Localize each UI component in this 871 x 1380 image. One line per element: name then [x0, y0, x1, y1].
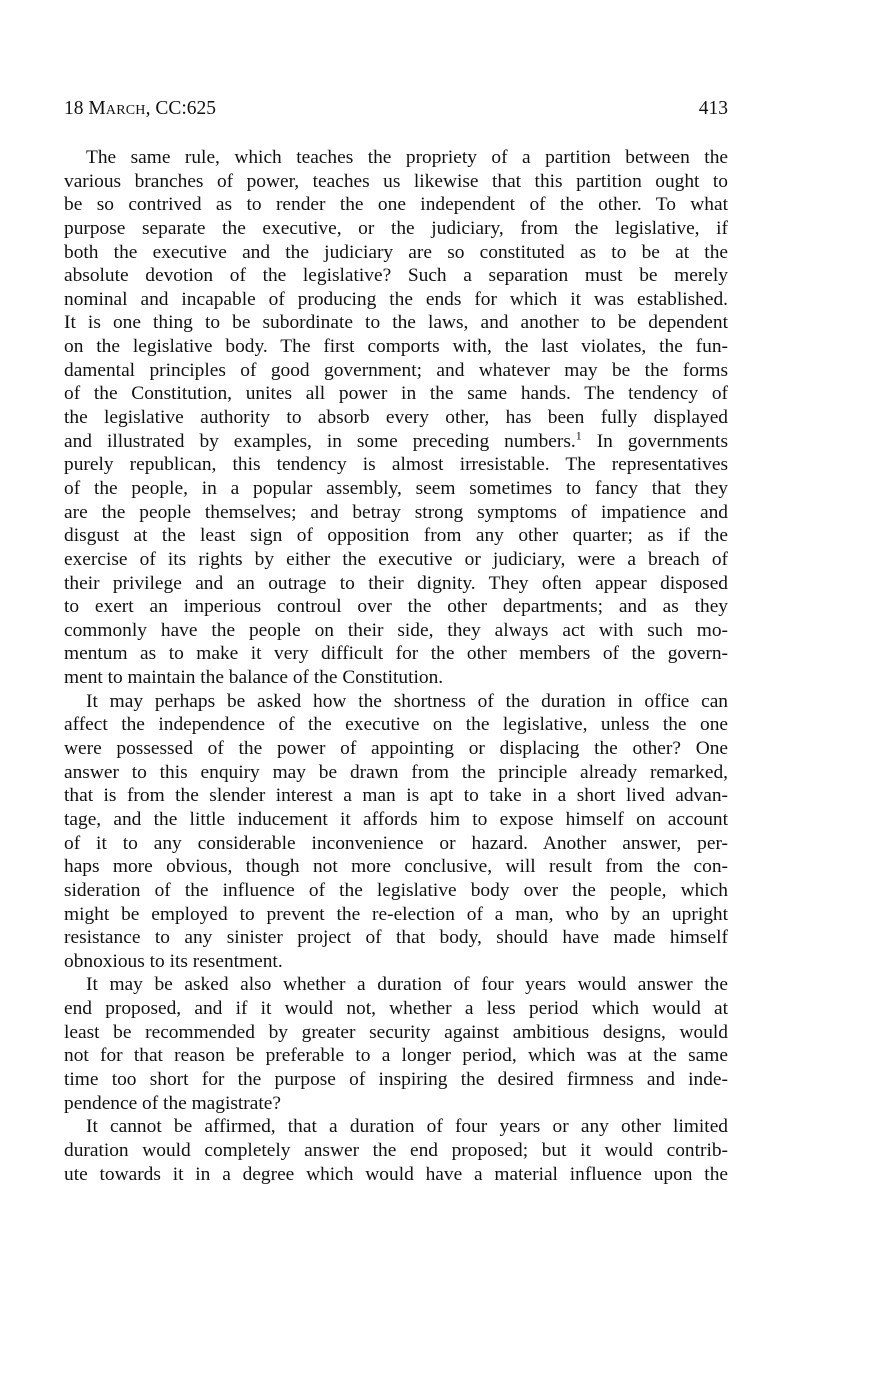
text-line: be so contrived as to render the one independent of the other. To what — [64, 194, 728, 216]
running-head — [64, 94, 728, 124]
page-number: 413 — [698, 98, 728, 119]
text-line: time too short for the purpose of inspiring the desired firmness and inde- — [64, 1068, 728, 1090]
text-line: that is from the slender interest a man is apt to take in a short lived advan- — [64, 785, 728, 807]
text-line: pendence of the magistrate? — [64, 1092, 281, 1114]
text-line: end proposed, and if it would not, whether a less period which would at — [64, 998, 728, 1020]
text-line: various branches of power, teaches us likewise that this partition ought to — [64, 170, 728, 192]
text-line: tage, and the little inducement it affords him to expose himself on account — [64, 808, 728, 830]
text-line: ute towards it in a degree which would have a material influence upon the — [64, 1163, 728, 1185]
text-line: It may perhaps be asked how the shortness of the duration in office can — [86, 690, 728, 712]
text-line: haps more obvious, though not more conclusive, will result from the con- — [64, 856, 728, 878]
text-line: sideration of the influence of the legislative body over the people, which — [64, 879, 728, 901]
text-line: ment to maintain the balance of the Constitution. — [64, 667, 444, 689]
text-line: absolute devotion of the legislative? Such a separation must be merely — [64, 265, 728, 287]
text-line: It is one thing to be subordinate to the laws, and another to be dependent — [64, 312, 728, 334]
body-text — [64, 146, 728, 1186]
text-line: It may be asked also whether a duration of four years would answer the — [86, 974, 728, 996]
text-line: the legislative authority to absorb every other, has been fully displayed — [64, 407, 728, 429]
paragraph-4 — [64, 1115, 728, 1186]
text-line: mentum as to make it very difficult for the other members of the govern- — [64, 643, 728, 665]
text-line: purely republican, this tendency is almost irresistable. The representatives — [64, 454, 728, 476]
text-line: are the people themselves; and betray strong symptoms of impatience and — [64, 501, 728, 523]
text-line: not for that reason be preferable to a longer period, which was at the same — [64, 1045, 728, 1067]
book-page — [64, 94, 728, 1186]
paragraph-2 — [64, 690, 728, 974]
text-line: purpose separate the executive, or the judiciary, from the legislative, if — [64, 217, 728, 239]
paragraph-3 — [64, 973, 728, 1115]
running-head-suffix: , CC:625 — [145, 98, 217, 119]
text-line: both the executive and the judiciary are so constituted as to be at the — [64, 241, 728, 263]
text-line: exercise of its rights by either the executive or judiciary, were a breach of — [64, 548, 728, 570]
text-line: to exert an imperious controul over the other departments; and as they — [64, 596, 728, 618]
text-line: their privilege and an outrage to their dignity. They often appear disposed — [64, 572, 728, 594]
text-line: nominal and incapable of producing the ends for which it was established. — [64, 288, 728, 310]
text-line: disgust at the least sign of opposition from any other quarter; as if the — [64, 525, 728, 547]
text-line: affect the independence of the executive on the legislative, unless the one — [64, 714, 728, 736]
running-head-prefix: 18 — [64, 98, 89, 119]
text-line: damental principles of good government; and whatever may be the forms — [64, 359, 728, 381]
paragraph-1 — [64, 146, 728, 690]
text-line: commonly have the people on their side, they always act with such mo- — [64, 619, 728, 641]
text-line: obnoxious to its resentment. — [64, 950, 283, 972]
text-line: answer to this enquiry may be drawn from the principle already remarked, — [64, 761, 728, 783]
text-line: might be employed to prevent the re-election of a man, who by an upright — [64, 903, 728, 925]
text-line: of the people, in a popular assembly, seem sometimes to fancy that they — [64, 477, 728, 499]
text-line: resistance to any sinister project of that body, should have made himself — [64, 927, 728, 949]
text-line: The same rule, which teaches the propriety of a partition between the — [86, 147, 728, 168]
text-line: least be recommended by greater security against ambitious designs, would — [64, 1021, 728, 1043]
running-head-date — [64, 94, 216, 124]
text-line-with-footnote — [64, 430, 728, 454]
text-line: duration would completely answer the end proposed; but it would contrib- — [64, 1139, 728, 1161]
text-line: of the Constitution, unites all power in the same hands. The tendency of — [64, 383, 728, 405]
text-line: were possessed of the power of appointing or displacing the other? One — [64, 738, 728, 760]
text-line-body: and illustrated by examples, in some preceding numbers. — [64, 430, 576, 452]
text-line: of it to any considerable inconvenience or hazard. Another answer, per- — [64, 832, 728, 854]
running-head-month: March — [88, 98, 146, 119]
text-line-continuation: In governments — [581, 430, 728, 452]
text-line: It cannot be affirmed, that a duration of four years or any other limited — [86, 1116, 728, 1138]
footnote-mark[interactable]: 1 — [575, 429, 582, 443]
text-line: on the legislative body. The first comports with, the last violates, the fun- — [64, 336, 728, 358]
